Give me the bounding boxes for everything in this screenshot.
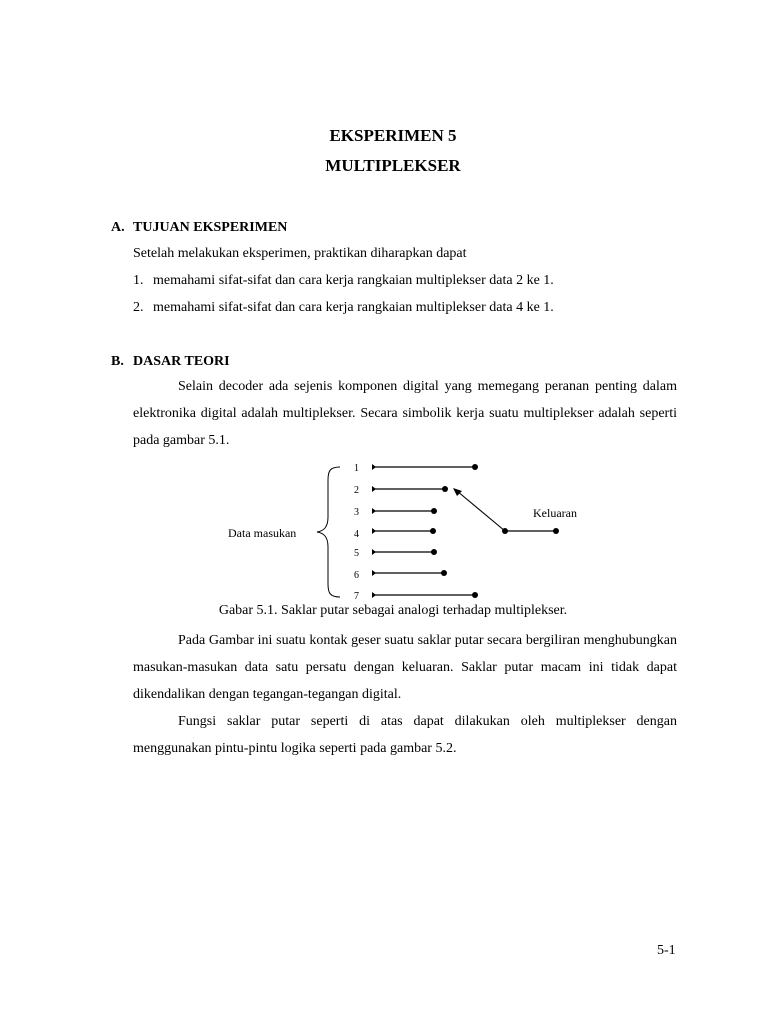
input-number: 1 xyxy=(354,463,359,474)
paragraph-explanation: Pada Gambar ini suatu kontak geser suatu saklar putar secara bergiliran menghubungkan masukan-masukan data satu persatu dengan keluaran. Saklar putar macam ini tidak dapat dikendalikan dengan tegangan-tegangan digital. xyxy=(133,633,677,702)
input-number: 6 xyxy=(354,570,359,581)
output-line xyxy=(502,528,559,534)
list-item-text: memahami sifat-sifat dan cara kerja rangkaian multiplekser data 2 ke 1. xyxy=(153,273,554,288)
input-brace xyxy=(317,467,340,597)
section-a-title: TUJUAN EKSPERIMEN xyxy=(133,220,288,235)
section-b-heading xyxy=(111,354,230,370)
input-line-1 xyxy=(372,464,478,470)
input-line-6 xyxy=(372,570,447,576)
list-item xyxy=(133,273,554,289)
page-number: 5-1 xyxy=(657,943,676,958)
document-title: EKSPERIMEN 5 xyxy=(329,126,457,145)
section-a-intro: Setelah melakukan eksperimen, praktikan diharapkan dapat xyxy=(133,246,467,261)
list-item-number: 1. xyxy=(133,273,144,288)
section-a-letter: A. xyxy=(111,220,125,235)
input-number: 3 xyxy=(354,507,359,518)
input-number: 2 xyxy=(354,485,359,496)
list-item xyxy=(133,300,554,316)
input-line-5 xyxy=(372,549,437,555)
input-line-3 xyxy=(372,508,437,514)
input-number: 5 xyxy=(354,548,359,559)
input-number: 4 xyxy=(354,529,359,540)
list-item-text: memahami sifat-sifat dan cara kerja rangkaian multiplekser data 4 ke 1. xyxy=(153,300,554,315)
sliding-contact-arrow xyxy=(453,488,505,531)
section-a-heading xyxy=(111,220,287,236)
output-label: Keluaran xyxy=(533,506,577,520)
input-line-4 xyxy=(372,528,436,534)
document-subtitle: MULTIPLEKSER xyxy=(325,156,461,175)
input-line-2 xyxy=(372,486,448,492)
paragraph-function: Fungsi saklar putar seperti di atas dapat dilakukan oleh multiplekser dengan menggunakan pintu-pintu logika seperti pada gambar 5.2. xyxy=(133,714,677,756)
paragraph-intro: Selain decoder ada sejenis komponen digital yang memegang peranan penting dalam elektronika digital adalah multiplekser. Secara simbolik kerja suatu multiplekser adalah seperti pada gambar 5.1. xyxy=(133,379,677,448)
input-label: Data masukan xyxy=(228,526,297,540)
rotary-switch-figure xyxy=(0,455,768,603)
input-number: 7 xyxy=(354,591,359,602)
figure-caption: Gabar 5.1. Saklar putar sebagai analogi terhadap multiplekser. xyxy=(218,603,568,618)
section-b-letter: B. xyxy=(111,354,124,369)
input-line-7 xyxy=(372,592,478,598)
section-b-title: DASAR TEORI xyxy=(133,354,230,369)
list-item-number: 2. xyxy=(133,300,144,315)
